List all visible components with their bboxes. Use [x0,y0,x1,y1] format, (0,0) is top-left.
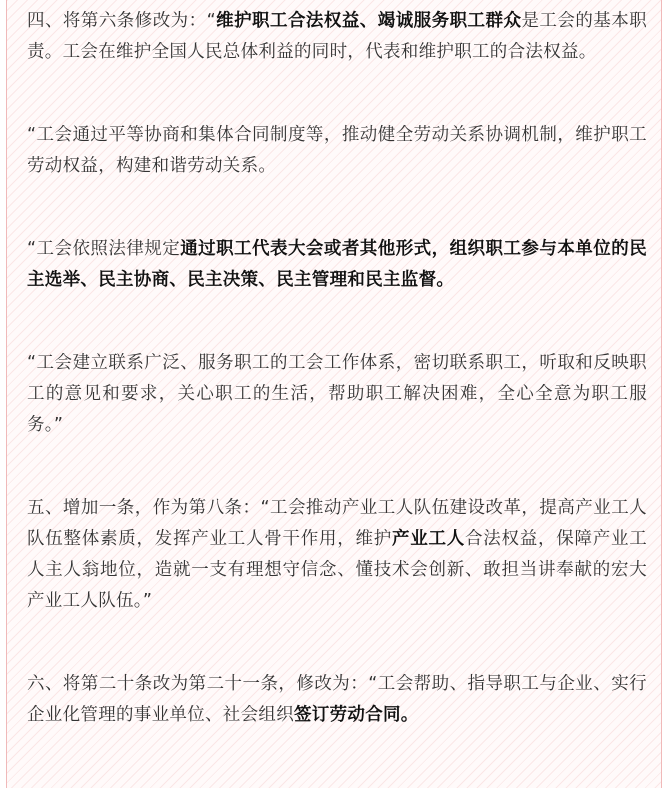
text-segment: 四、将第六条修改为：“ [27,11,216,31]
bold-text-segment: 维护职工合法权益、竭诚服务职工群众 [215,11,522,31]
text-segment: 合法权益，保障产业工人主人翁地位，造就一支有理想守信念、懂技术会创新、敢担当讲奉献的宏大产业工人队伍。” [27,529,648,611]
paragraph-service-system [27,348,647,441]
bold-text-segment: 通过职工代表大会或者其他形式，组织职工参与本单位的民主选举、民主协商、民主决策、民主管理和民主监督。 [27,239,647,290]
text-segment: “工会建立联系广泛、服务职工的工会工作体系，密切联系职工，听取和反映职工的意见和要求，关心职工的生活，帮助职工解决困难，全心全意为职工服务。” [27,353,647,435]
bold-text-segment: 产业工人 [391,529,465,549]
paragraph-article-21-amendment [27,669,647,731]
paragraph-article-6-amendment [27,6,647,68]
article-frame [6,0,662,788]
paragraph-democratic-management [27,234,647,296]
text-segment: “工会通过平等协商和集体合同制度等，推动健全劳动关系协调机制，维护职工劳动权益，构建和谐劳动关系。 [27,125,647,176]
article-body [27,6,647,783]
text-segment: 是工会的基本职责。工会在维护全国人民总体利益的同时，代表和维护职工的合法权益。 [27,11,647,62]
paragraph-article-8-addition [27,493,647,617]
text-segment: 五、增加一条，作为第八条：“工会推动产业工人队伍建设改革，提高产业工人队伍整体素质，发挥产业工人骨干作用，维护 [27,498,647,549]
text-segment: “工会依照法律规定 [27,239,181,259]
paragraph-collective-bargaining [27,120,647,182]
text-segment: 六、将第二十条改为第二十一条，修改为：“工会帮助、指导职工与企业、实行企业化管理的事业单位、社会组织 [27,674,647,725]
bold-text-segment: 签订劳动合同。 [294,705,419,725]
